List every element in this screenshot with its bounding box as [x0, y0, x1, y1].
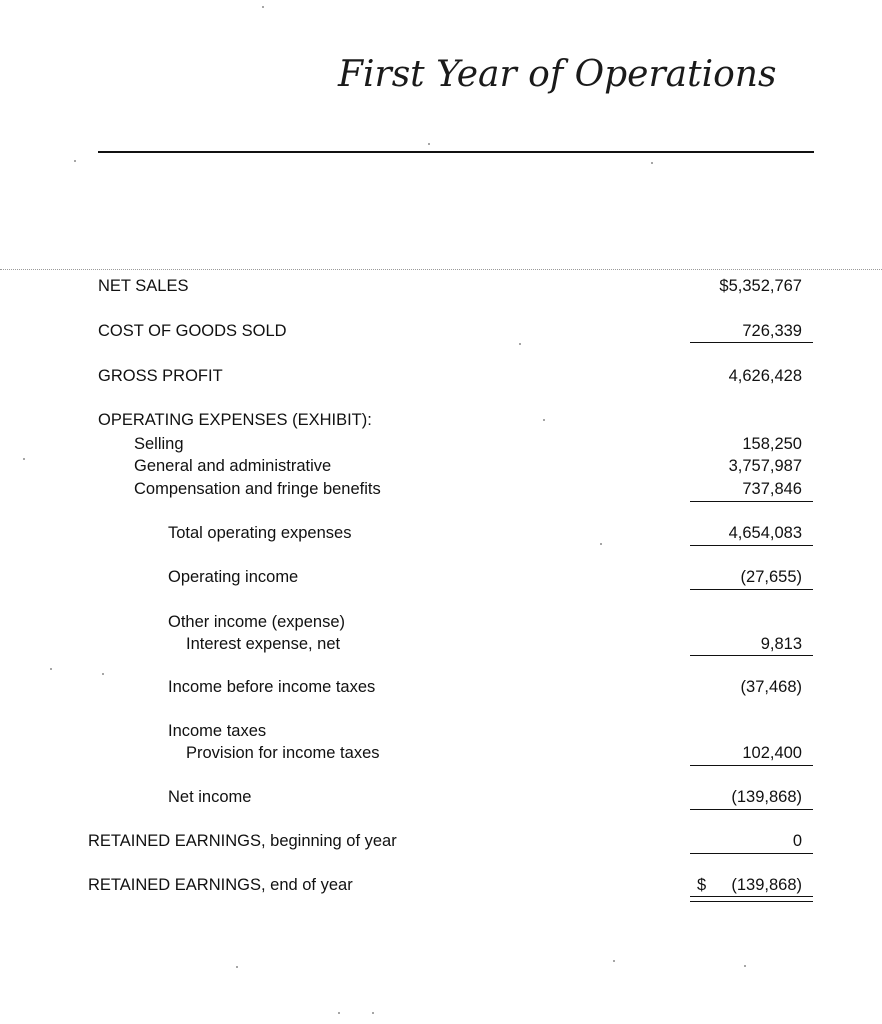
income-before-taxes-label: Income before income taxes [168, 678, 376, 696]
net-income-value: (139,868) [731, 788, 802, 806]
provision-taxes-underline [690, 765, 813, 766]
net-sales-value: $5,352,767 [719, 277, 802, 295]
heading-rule [98, 151, 814, 153]
interest-expense-value: 9,813 [760, 635, 802, 653]
re-begin-label: RETAINED EARNINGS, beginning of year [88, 832, 397, 850]
gross-profit-label: GROSS PROFIT [98, 367, 223, 385]
operating-income-underline [690, 589, 813, 590]
total-opex-label: Total operating expenses [168, 524, 352, 542]
scan-speck [613, 960, 615, 962]
gen-admin-label: General and administrative [134, 457, 332, 475]
interest-expense-label: Interest expense, net [186, 635, 341, 653]
re-begin-value: 0 [792, 832, 802, 850]
re-end-value: (139,868) [731, 876, 802, 894]
re-begin-underline [690, 853, 813, 854]
provision-taxes-value: 102,400 [742, 744, 802, 762]
net-income-label: Net income [168, 788, 252, 806]
net-income-underline [690, 809, 813, 810]
dotted-scan-line [0, 269, 882, 270]
operating-income-value: (27,655) [740, 568, 802, 586]
handwritten-heading [0, 48, 882, 108]
scan-speck [744, 965, 746, 967]
scan-speck [236, 966, 238, 968]
provision-taxes-label: Provision for income taxes [186, 744, 380, 762]
heading-text: First Year of Operations [338, 54, 777, 95]
total-opex-value: 4,654,083 [728, 524, 802, 542]
income-before-taxes-value: (37,468) [740, 678, 802, 696]
operating-income-label: Operating income [168, 568, 299, 586]
re-end-double-underline [690, 896, 813, 902]
income-taxes-header-label: Income taxes [168, 722, 267, 740]
scan-speck [262, 6, 264, 8]
scan-speck [543, 419, 545, 421]
cogs-label: COST OF GOODS SOLD [98, 322, 287, 340]
selling-label: Selling [134, 435, 184, 453]
cogs-underline [690, 342, 813, 343]
opex-header-label: OPERATING EXPENSES (EXHIBIT): [98, 411, 372, 429]
scan-speck [50, 668, 52, 670]
net-sales-label: NET SALES [98, 277, 189, 295]
scan-speck [102, 673, 104, 675]
scan-speck [372, 1012, 374, 1014]
cogs-value: 726,339 [742, 322, 802, 340]
scan-speck [23, 458, 25, 460]
scan-speck [651, 162, 653, 164]
scan-speck [338, 1012, 340, 1014]
scan-speck [428, 143, 430, 145]
interest-expense-underline [690, 655, 813, 656]
gross-profit-value: 4,626,428 [728, 367, 802, 385]
comp-fringe-label: Compensation and fringe benefits [134, 480, 381, 498]
total-opex-underline [690, 545, 813, 546]
scan-speck [74, 160, 76, 162]
re-end-currency: $ [697, 876, 707, 894]
scan-speck [600, 543, 602, 545]
comp-fringe-underline [690, 501, 813, 502]
comp-fringe-value: 737,846 [742, 480, 802, 498]
selling-value: 158,250 [742, 435, 802, 453]
other-income-header-label: Other income (expense) [168, 613, 345, 631]
re-end-label: RETAINED EARNINGS, end of year [88, 876, 353, 894]
scan-speck [519, 343, 521, 345]
gen-admin-value: 3,757,987 [728, 457, 802, 475]
